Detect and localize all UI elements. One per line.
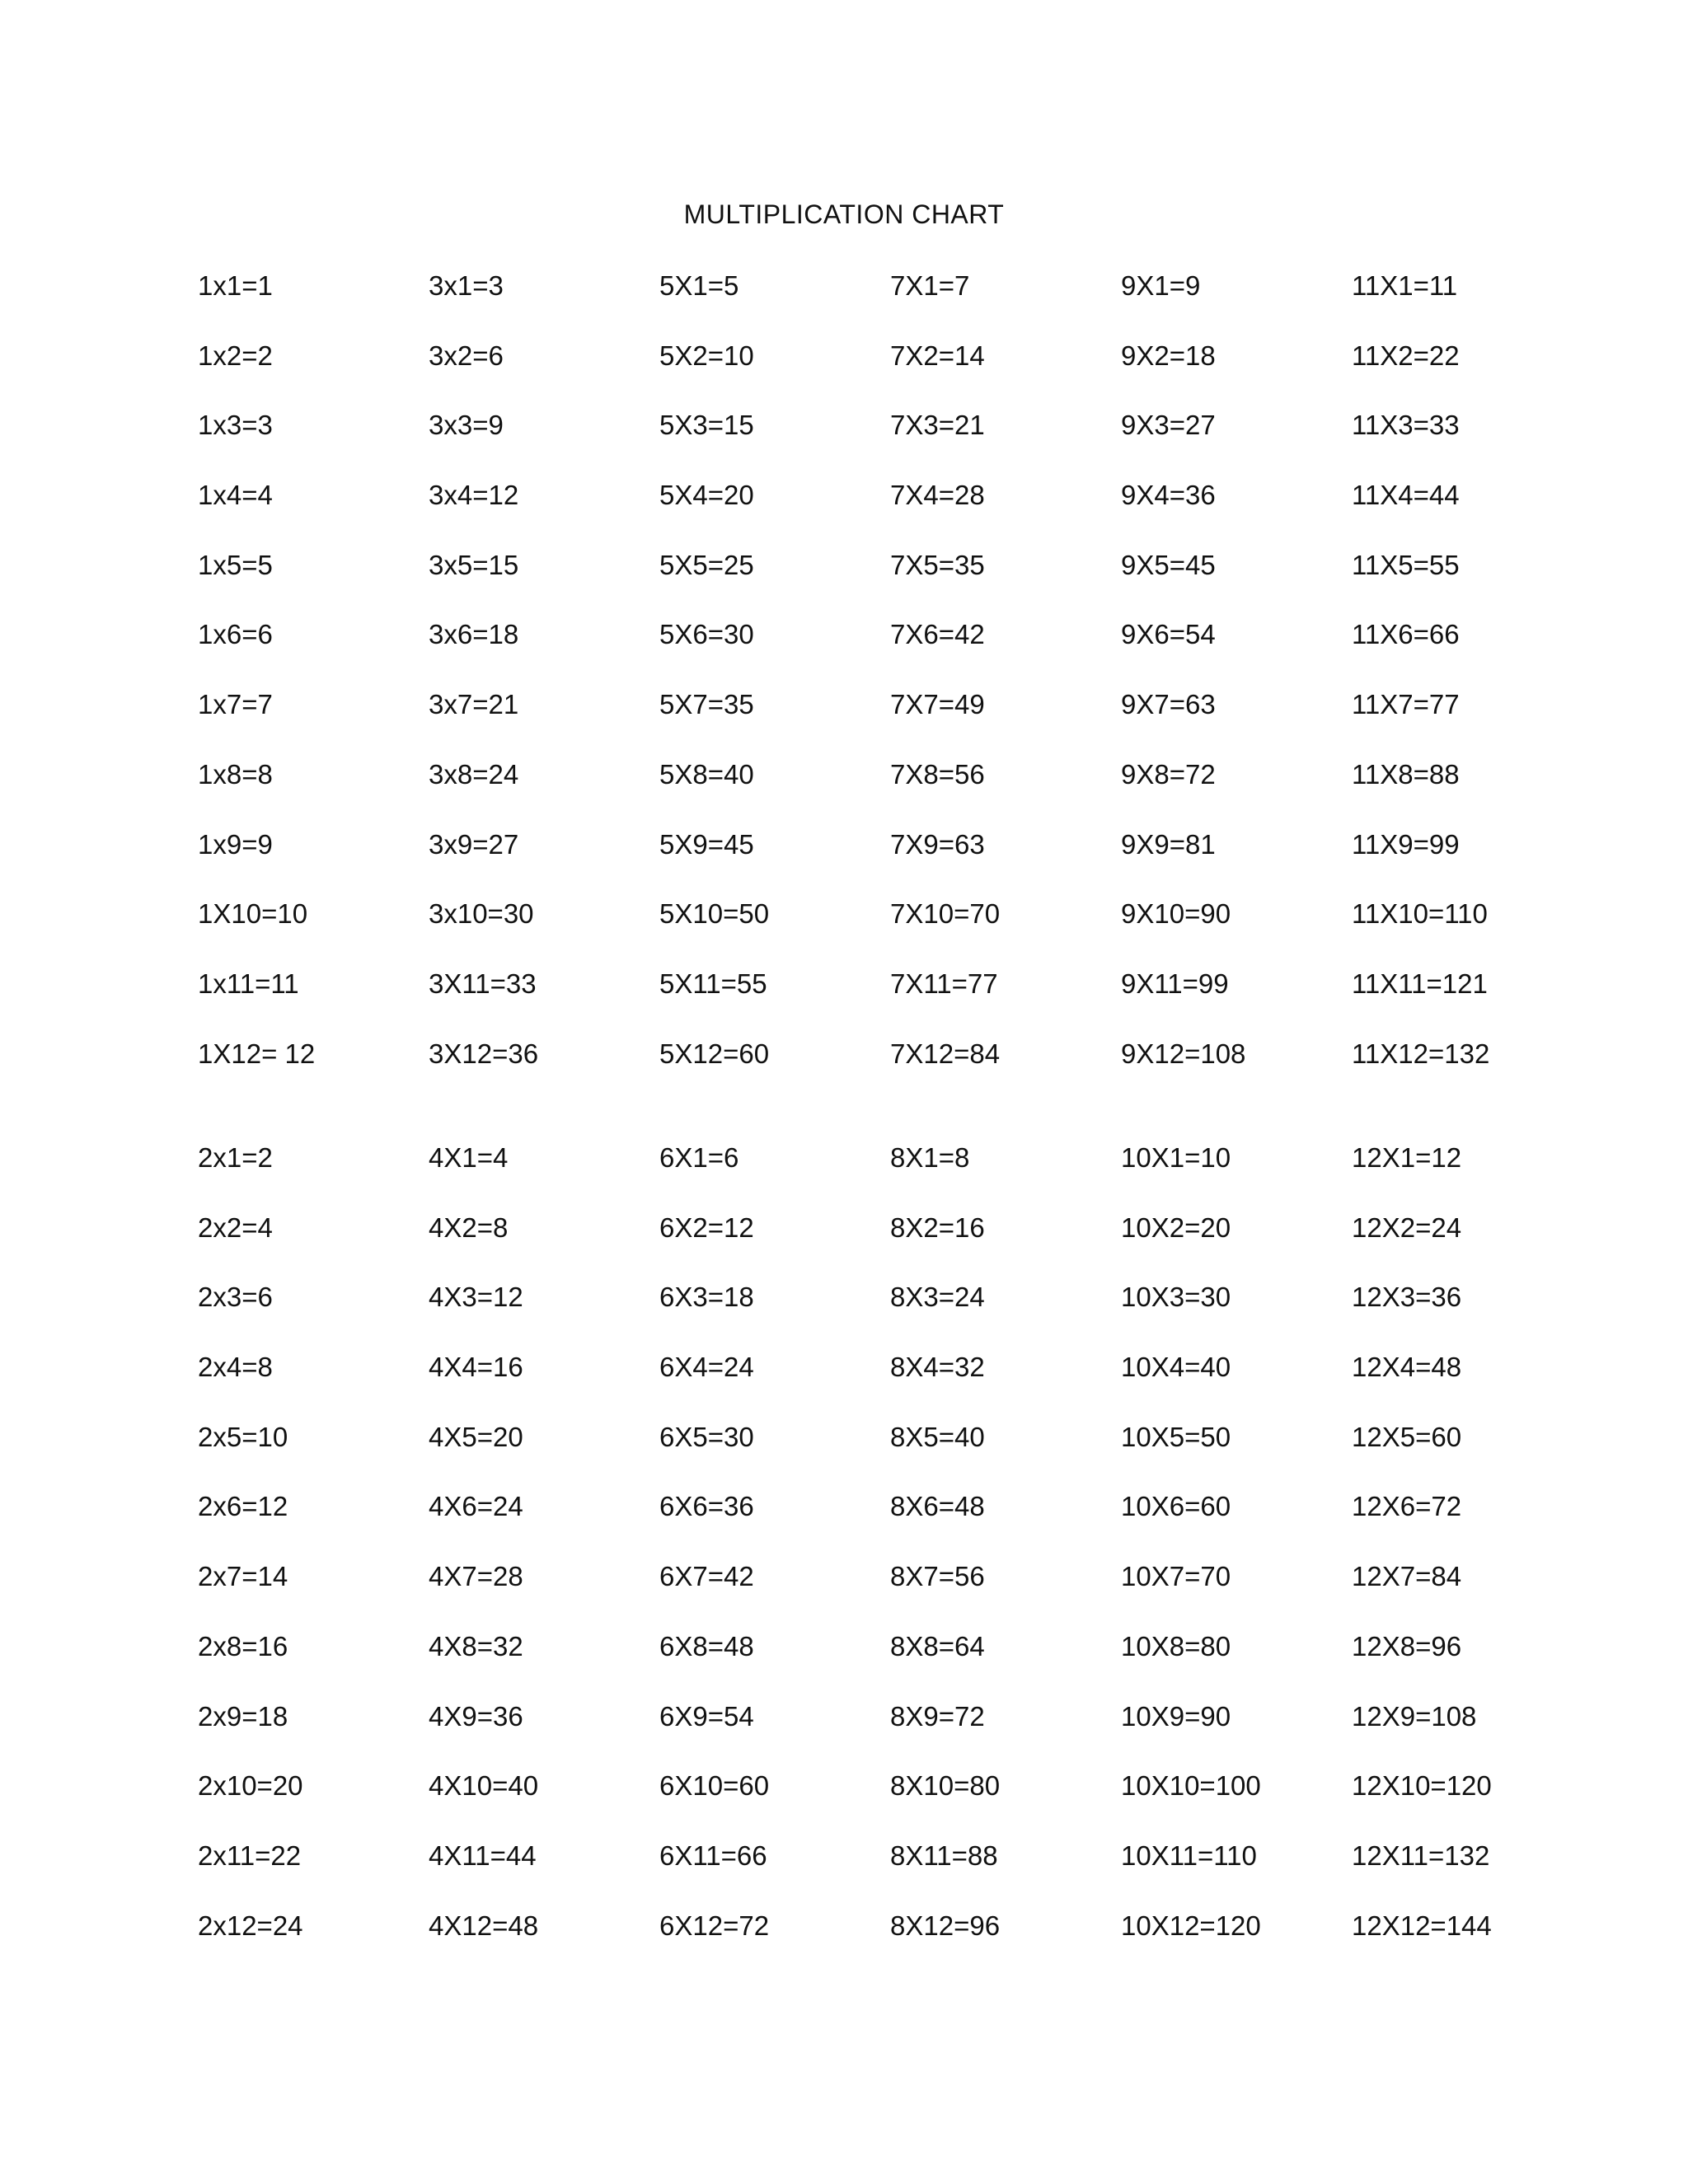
multiplication-fact: 6X12=72 <box>659 1910 770 1941</box>
multiplication-fact: 11X10=110 <box>1352 898 1488 930</box>
multiplication-fact: 9X9=81 <box>1121 828 1216 860</box>
multiplication-fact: 5X9=45 <box>659 828 754 860</box>
multiplication-fact: 11X5=55 <box>1352 549 1460 580</box>
multiplication-fact: 9X6=54 <box>1121 619 1216 650</box>
multiplication-fact: 4X10=40 <box>429 1770 539 1802</box>
multiplication-fact: 12X10=120 <box>1352 1770 1492 1802</box>
multiplication-fact: 10X9=90 <box>1121 1700 1231 1732</box>
table-column <box>198 265 429 1103</box>
multiplication-fact: 2x12=24 <box>198 1910 303 1941</box>
multiplication-fact: 12X3=36 <box>1352 1282 1462 1313</box>
multiplication-fact: 6X8=48 <box>659 1630 754 1661</box>
multiplication-fact: 5X6=30 <box>659 619 754 650</box>
multiplication-fact: 2x9=18 <box>198 1700 288 1732</box>
multiplication-fact: 10X5=50 <box>1121 1421 1231 1452</box>
multiplication-fact: 6X11=66 <box>659 1840 767 1871</box>
multiplication-fact: 4X6=24 <box>429 1491 523 1522</box>
multiplication-fact: 5X11=55 <box>659 968 767 999</box>
multiplication-fact: 9X3=27 <box>1121 410 1216 441</box>
multiplication-fact: 8X10=80 <box>890 1770 1001 1802</box>
multiplication-fact: 6X5=30 <box>659 1421 754 1452</box>
multiplication-fact: 11X7=77 <box>1352 689 1460 720</box>
multiplication-fact: 6X10=60 <box>659 1770 770 1802</box>
multiplication-fact: 8X2=16 <box>890 1212 985 1243</box>
multiplication-fact: 7X5=35 <box>890 549 985 580</box>
multiplication-fact: 1X10=10 <box>198 898 308 930</box>
multiplication-fact: 2x10=20 <box>198 1770 303 1802</box>
multiplication-fact: 4X4=16 <box>429 1352 523 1383</box>
multiplication-fact: 7X2=14 <box>890 340 985 371</box>
multiplication-fact: 3x10=30 <box>429 898 534 930</box>
multiplication-fact: 12X5=60 <box>1352 1421 1462 1452</box>
multiplication-fact: 3x8=24 <box>429 758 519 790</box>
multiplication-fact: 12X2=24 <box>1352 1212 1462 1243</box>
multiplication-fact: 6X7=42 <box>659 1561 754 1592</box>
multiplication-fact: 8X8=64 <box>890 1630 985 1661</box>
multiplication-fact: 10X6=60 <box>1121 1491 1231 1522</box>
multiplication-fact: 5X10=50 <box>659 898 770 930</box>
multiplication-fact: 3x3=9 <box>429 410 504 441</box>
multiplication-fact: 3x7=21 <box>429 689 519 720</box>
multiplication-fact: 1x2=2 <box>198 340 273 371</box>
table-column <box>1352 265 1582 1103</box>
multiplication-fact: 1x1=1 <box>198 270 273 301</box>
multiplication-fact: 8X3=24 <box>890 1282 985 1313</box>
multiplication-fact: 2x3=6 <box>198 1282 273 1313</box>
table-column <box>659 265 890 1103</box>
table-column <box>1121 265 1352 1103</box>
multiplication-fact: 1x4=4 <box>198 480 273 511</box>
multiplication-fact: 11X2=22 <box>1352 340 1460 371</box>
multiplication-fact: 6X4=24 <box>659 1352 754 1383</box>
table-column <box>198 1137 429 1975</box>
multiplication-fact: 12X12=144 <box>1352 1910 1492 1941</box>
multiplication-fact: 9X10=90 <box>1121 898 1231 930</box>
table-column <box>1121 1137 1352 1975</box>
multiplication-fact: 10X10=100 <box>1121 1770 1261 1802</box>
multiplication-fact: 7X9=63 <box>890 828 985 860</box>
multiplication-fact: 2x1=2 <box>198 1142 273 1173</box>
multiplication-fact: 12X1=12 <box>1352 1142 1462 1173</box>
multiplication-fact: 11X12=132 <box>1352 1038 1490 1069</box>
multiplication-fact: 11X8=88 <box>1352 758 1460 790</box>
multiplication-fact: 6X2=12 <box>659 1212 754 1243</box>
multiplication-fact: 4X5=20 <box>429 1421 523 1452</box>
multiplication-fact: 5X12=60 <box>659 1038 770 1069</box>
multiplication-fact: 7X10=70 <box>890 898 1001 930</box>
multiplication-fact: 1x7=7 <box>198 689 273 720</box>
multiplication-fact: 12X8=96 <box>1352 1630 1462 1661</box>
multiplication-fact: 10X1=10 <box>1121 1142 1231 1173</box>
multiplication-fact: 10X12=120 <box>1121 1910 1261 1941</box>
table-column <box>429 1137 659 1975</box>
multiplication-fact: 10X11=110 <box>1121 1840 1257 1871</box>
multiplication-fact: 1X12= 12 <box>198 1038 316 1069</box>
multiplication-fact: 1x9=9 <box>198 828 273 860</box>
multiplication-fact: 4X9=36 <box>429 1700 523 1732</box>
multiplication-fact: 4X3=12 <box>429 1282 523 1313</box>
multiplication-fact: 2x2=4 <box>198 1212 273 1243</box>
multiplication-fact: 6X9=54 <box>659 1700 754 1732</box>
multiplication-fact: 11X3=33 <box>1352 410 1460 441</box>
multiplication-fact: 3x2=6 <box>429 340 504 371</box>
multiplication-fact: 8X11=88 <box>890 1840 998 1871</box>
multiplication-fact: 3x6=18 <box>429 619 519 650</box>
multiplication-fact: 5X5=25 <box>659 549 754 580</box>
multiplication-fact: 3x9=27 <box>429 828 519 860</box>
multiplication-fact: 12X6=72 <box>1352 1491 1462 1522</box>
table-column <box>1352 1137 1582 1975</box>
multiplication-fact: 8X9=72 <box>890 1700 985 1732</box>
multiplication-fact: 4X12=48 <box>429 1910 539 1941</box>
multiplication-fact: 9X2=18 <box>1121 340 1216 371</box>
odd-tables-block <box>198 265 1582 1103</box>
multiplication-fact: 3x5=15 <box>429 549 519 580</box>
multiplication-fact: 5X3=15 <box>659 410 754 441</box>
multiplication-fact: 9X8=72 <box>1121 758 1216 790</box>
multiplication-fact: 1x11=11 <box>198 968 299 999</box>
multiplication-fact: 11X6=66 <box>1352 619 1460 650</box>
multiplication-fact: 5X2=10 <box>659 340 754 371</box>
multiplication-fact: 12X4=48 <box>1352 1352 1462 1383</box>
multiplication-fact: 9X5=45 <box>1121 549 1216 580</box>
multiplication-fact: 7X8=56 <box>890 758 985 790</box>
even-tables-block <box>198 1137 1582 1975</box>
multiplication-fact: 10X2=20 <box>1121 1212 1231 1243</box>
multiplication-fact: 2x11=22 <box>198 1840 302 1871</box>
multiplication-fact: 2x6=12 <box>198 1491 288 1522</box>
multiplication-fact: 5X7=35 <box>659 689 754 720</box>
multiplication-fact: 2x4=8 <box>198 1352 273 1383</box>
multiplication-fact: 12X9=108 <box>1352 1700 1477 1732</box>
multiplication-fact: 8X12=96 <box>890 1910 1001 1941</box>
page-title: MULTIPLICATION CHART <box>683 199 1005 229</box>
multiplication-fact: 4X7=28 <box>429 1561 523 1592</box>
multiplication-fact: 1x8=8 <box>198 758 273 790</box>
multiplication-fact: 9X4=36 <box>1121 480 1216 511</box>
multiplication-fact: 11X4=44 <box>1352 480 1460 511</box>
multiplication-fact: 10X4=40 <box>1121 1352 1231 1383</box>
multiplication-fact: 10X3=30 <box>1121 1282 1231 1313</box>
multiplication-fact: 7X7=49 <box>890 689 985 720</box>
multiplication-fact: 6X3=18 <box>659 1282 754 1313</box>
table-column <box>890 265 1121 1103</box>
multiplication-fact: 11X9=99 <box>1352 828 1460 860</box>
multiplication-fact: 8X6=48 <box>890 1491 985 1522</box>
multiplication-fact: 4X8=32 <box>429 1630 523 1661</box>
multiplication-fact: 7X6=42 <box>890 619 985 650</box>
multiplication-fact: 6X6=36 <box>659 1491 754 1522</box>
multiplication-fact: 11X11=121 <box>1352 968 1488 999</box>
multiplication-fact: 7X4=28 <box>890 480 985 511</box>
multiplication-fact: 5X4=20 <box>659 480 754 511</box>
multiplication-fact: 5X8=40 <box>659 758 754 790</box>
multiplication-fact: 5X1=5 <box>659 270 739 301</box>
multiplication-fact: 4X2=8 <box>429 1212 509 1243</box>
multiplication-fact: 9X12=108 <box>1121 1038 1246 1069</box>
multiplication-fact: 7X12=84 <box>890 1038 1001 1069</box>
multiplication-fact: 7X1=7 <box>890 270 970 301</box>
multiplication-fact: 9X7=63 <box>1121 689 1216 720</box>
multiplication-fact: 3X12=36 <box>429 1038 539 1069</box>
multiplication-fact: 7X11=77 <box>890 968 998 999</box>
multiplication-fact: 7X3=21 <box>890 410 985 441</box>
table-column <box>659 1137 890 1975</box>
multiplication-fact: 2x5=10 <box>198 1421 288 1452</box>
multiplication-fact: 8X4=32 <box>890 1352 985 1383</box>
multiplication-fact: 9X1=9 <box>1121 270 1201 301</box>
multiplication-fact: 10X7=70 <box>1121 1561 1231 1592</box>
multiplication-fact: 1x5=5 <box>198 549 273 580</box>
multiplication-fact: 8X7=56 <box>890 1561 985 1592</box>
multiplication-fact: 1x6=6 <box>198 619 273 650</box>
multiplication-fact: 9X11=99 <box>1121 968 1229 999</box>
multiplication-fact: 2x8=16 <box>198 1630 288 1661</box>
multiplication-fact: 3x1=3 <box>429 270 504 301</box>
multiplication-fact: 8X1=8 <box>890 1142 970 1173</box>
multiplication-fact: 3x4=12 <box>429 480 519 511</box>
multiplication-fact: 11X1=11 <box>1352 270 1458 301</box>
multiplication-fact: 4X11=44 <box>429 1840 537 1871</box>
multiplication-fact: 8X5=40 <box>890 1421 985 1452</box>
multiplication-fact: 10X8=80 <box>1121 1630 1231 1661</box>
multiplication-fact: 4X1=4 <box>429 1142 509 1173</box>
multiplication-fact: 12X11=132 <box>1352 1840 1490 1871</box>
multiplication-fact: 3X11=33 <box>429 968 537 999</box>
table-column <box>429 265 659 1103</box>
multiplication-fact: 1x3=3 <box>198 410 273 441</box>
table-column <box>890 1137 1121 1975</box>
multiplication-fact: 12X7=84 <box>1352 1561 1462 1592</box>
multiplication-fact: 6X1=6 <box>659 1142 739 1173</box>
multiplication-fact: 2x7=14 <box>198 1561 288 1592</box>
